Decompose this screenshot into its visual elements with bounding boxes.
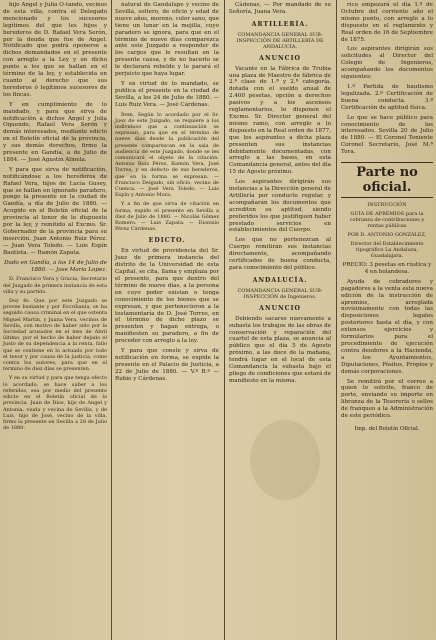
- paragraph: Y para que sirva de notificación, notificándose a los herederos de Rafael Vera, hijos de Lucía Gusey, que se hallan en ignorado paradero, pongo la presente en la ciudad de Gandía, a día de Julio de 1880. — Acogido en el Boletín oficial de la provincia al tenor de lo dispuesto por la ley, y remitido al Excmo. Sr. Gobernador de la provincia para su inserción. Juan Antonio Ruiz Pérez. — Juan Vera Toledo. — Luis Espín Bautista. — Ramón Zapata.: [3, 166, 107, 256]
- paragraph: Debiendo sacarse nuevamente a subasta los trabajos de las obras de conservación y reparación del cuartel de esta plaza, se anuncia al público que el día 5 de Agosto próximo, a las doce de la mañana, tendrá lugar en el local de esta Comandancia la subasta bajo el pliego de condiciones que estará de manifiesto en la misma.: [229, 315, 331, 384]
- paragraph: Se remitirá por el correo a quien lo solicite, franco de porte, enviando su importe en libranza de la Tesorería o sellos de franqueo a la Administración de este periódico.: [341, 378, 433, 420]
- column-2: [112, 0, 222, 640]
- paragraph: rico empezará el día 1.º de Octubre del corriente año el mismo punto, con arreglo a lo dispuesto en el reglamento y Real orden de 16 de Septiembre de 1875.: [341, 2, 433, 43]
- paragraph: Lo que se hace público para conocimiento de los interesados. Sevilla 20 de Julio de 1880. — El Coronel Teniente Coronel Secretario, José M.ª Tora.: [341, 114, 433, 156]
- column-4: [338, 0, 436, 640]
- paragraph: Los aspirantes dirigirán sus solicitudes al Director del Colegio de Ingenieros, acompañando los documentos siguientes:: [341, 46, 433, 81]
- book-author: POR D. ANTONIO GONZÁLEZ,: [347, 232, 427, 239]
- section-heading: ARTILLERÍA.: [251, 20, 309, 28]
- column-rule: [224, 0, 225, 640]
- section-heading: ANUNCIO: [259, 304, 301, 312]
- section-heading: EDICTO.: [148, 237, 186, 245]
- paragraph: Y en virtud de lo mandado, se publica el presente en la ciudad de Sevilla, a los 24 de Julio de 1880. — Luis Ruiz Vera. — José Cárdenas.: [115, 80, 219, 108]
- book-publisher: Director del Establecimiento tipográfico La Andaluza, Guadalajara.: [350, 241, 424, 260]
- section-subheading: COMANDANCIA GENERAL SUB-INSPECCIÓN DE ARTILLERÍA DE ANDALUCÍA.: [236, 31, 324, 50]
- paragraph: Y en su virtud y para que tenga efecto lo acordado, se hace saber a los referidos, sea por medio del presente edicto en el Boletín oficial de la provincia. Juan de Dios, hijo de Angel y Antonia, viuda y vecina de Sevilla, y de Luis, hijo de José, vecino de la villa, firmo la presente en Sevilla a 28 de Julio de 1880.: [3, 375, 107, 432]
- section-heading: ANUNCIO: [259, 54, 301, 62]
- paragraph: Los que no pertenezcan al Cuerpo remitirán sus instancias directamente, acompañando certificados de buena conducta, para conocimiento del público.: [229, 237, 331, 271]
- paragraph: Y a fin de que sirva de citación en forma, expido el presente en Sevilla a diez de Julio de 1880. — Nicolás Gómez Romero. — Luis Zapata. — Dionisio Pérez Cárdenas.: [115, 201, 219, 233]
- section-heading: ANDALUCÍA.: [252, 276, 308, 284]
- printer-imprint: Imp. del Boletín Oficial.: [354, 425, 420, 432]
- paragraph: hijo Angel y Julia O-tando, vecinos de esta villa, contra el Delegado mencionado y los sucesores legítimos del que les hijos y herederos de D. Rafael Vera Serón, por la deuda que fue de Angel. Notificado que podrá oponerse a dichos demandados en el presente con arreglo a la Ley y en dicho punto a los que se hallan en el término de la ley, y establecida en cuanto al derecho que sus herederos ó legítimos sucesores de los fincas.: [3, 2, 107, 98]
- paragraph: Los aspirantes dirigirán sus instancias a la Dirección general de Artillería por conducto regular, y acompañarán los documentos que acrediten su aptitud, siendo preferidos los que justifiquen haber prestado servicios en establecimientos del Cuerpo.: [229, 179, 331, 234]
- paragraph: natural de Gandalupe y vecino de Sevilla, soltero, de oficio y edad de nueve años, moreno, color sano, que tiene un lunar en la mejilla, cuyo paradero se ignora, para que en el término de nueve días comparezca ante este Juzgado a responder de los cargos que le resultan en la presente causa, y de no hacerlo se le declarará rebelde y le parará el perjuicio que haya lugar.: [115, 2, 220, 78]
- paragraph: Ítem, Según lo acordado por el Sr. Juez de este Juzgado, se requiere a los individuos que a continuación se expresan, para que en el término de nueve días desde la publicación del presente comparezcan en la sala de audiencia de este Juzgado, donde se les comunicará el objeto de la citación. Antonio Ruiz Pérez, Ramón Vera, José Torres, y en defecto de sus herederos, que en la forma se expresan. — Francisco Delgado, sin oficio, vecino de Cuenca. — José Vera Toledo. — Luis Espín y Antonio Mora.: [115, 111, 219, 199]
- book-price: PRECIO: 3 pesetas en rústica y 4 en holandesa.: [342, 262, 432, 275]
- paragraph: Y en cumplimiento de lo mandado, y para que sirva de notificación a dichos Ángel y Julia Oquendo, Rafael Vera Serón y demás interesados, mediante edicto en el Boletín oficial de la provincia, y sus demás derechos, firmo la presente en Gandía, a de Julio de 1884. — José Agustín Almela.: [3, 101, 107, 163]
- book-heading: INSTRUCCIÓN: [367, 202, 407, 209]
- paragraph: Vacante en la Fábrica de Trubia una plaza de Maestro de fábrica de 2.ª clase de 1.ª y 2.ª categoría, dotada con el sueldo anual de 2.400 pesetas, opción a derechos pasivos y a los ascensos reglamentarios, lo disponen el Excmo. Sr. Director general del mismo ramo, con arreglo a lo dispuesto en la Real orden de 1877, que los aspirantes a dicha plaza presenten sus instancias debidamente documentadas, con arreglo a las bases, en esta Comandancia general, antes del día 15 de Agosto próximo.: [229, 65, 332, 176]
- signature-line: Dado en Gandía, a los 14 de Julio de 1880. — Jose Maria Lopez.: [4, 259, 107, 273]
- column-rule: [336, 0, 337, 640]
- paragraph: En virtud de providencia del Sr. Juez de primera instancia del distrito de la Universidad de esta Capital, se cita, llama y emplaza por el presente, para que dentro del término de nueve días, a la persona en cuyo poder existan o tenga conocimiento de los bienes que se expresan, y que pertenecieron a la testamentaría de D. José Torres, en el término de dicho plazo se presenten y hagan entrega, o manifiesten su paradero, a fin de proceder con arreglo a la ley.: [115, 248, 219, 345]
- paragraph: Y para que conste y sirva de notificación en forma, se expide la presente en el Palacio de Justicia, a 22 de Julio de 1880. — V.º B.º — Rubio y Cárdenas.: [115, 348, 219, 382]
- column-1: [0, 0, 110, 640]
- paragraph: Ayuda de cobradores y pagadores a la venta esta nueva edición de la instrucción de apremios, arreglada novísimamente con todas las disposiciones legales posteriores hasta el día, y con extensos ejercicios y formularios para el procedimiento de ejecución contra deudores a la Hacienda, a los Ayuntamientos, Diputaciones, Pósitos, Propios y demás corporaciones.: [341, 278, 433, 375]
- paragraph: 1.º Partida de bautismo legalizada. 2.º Certificación de buena conducta. 3.º Certificación de aptitud física.: [341, 83, 433, 111]
- book-title: GUÍA DE APREMIOS para la cobranza de contribuciones y rentas públicas: [349, 211, 425, 230]
- paragraph: D. Francisco Vera y Gracia, Secretario del Juzgado de primera instancia de esta villa y su partido.: [3, 276, 107, 295]
- paragraph: Doy fe: Que por este Juzgado se provee bastante y por Escribanía, se ha seguido causa criminal en el que ostenta Miguel Martin, y Juana Vera, vecinos de Sevilla, con motivo de haber sido por la Sociedad acusados en el mes de Abril último, por el hecho de haber dejado el Justo de su dependencia a la renta, fallo que se contiene en lo actuado por todo el tenor y por causa de la justicia, como contra los autores, para que en el término de diez días se presenten.: [3, 298, 107, 373]
- column-3: [226, 0, 334, 640]
- section-title: Parte no oficial.: [341, 162, 433, 198]
- paragraph: Cádenas, — Por mandado de su Señoría, Juana Vera.: [229, 2, 331, 15]
- section-subheading: COMANDANCIA GENERAL SUB-INSPECCIÓN de Ingenieros.: [237, 287, 323, 300]
